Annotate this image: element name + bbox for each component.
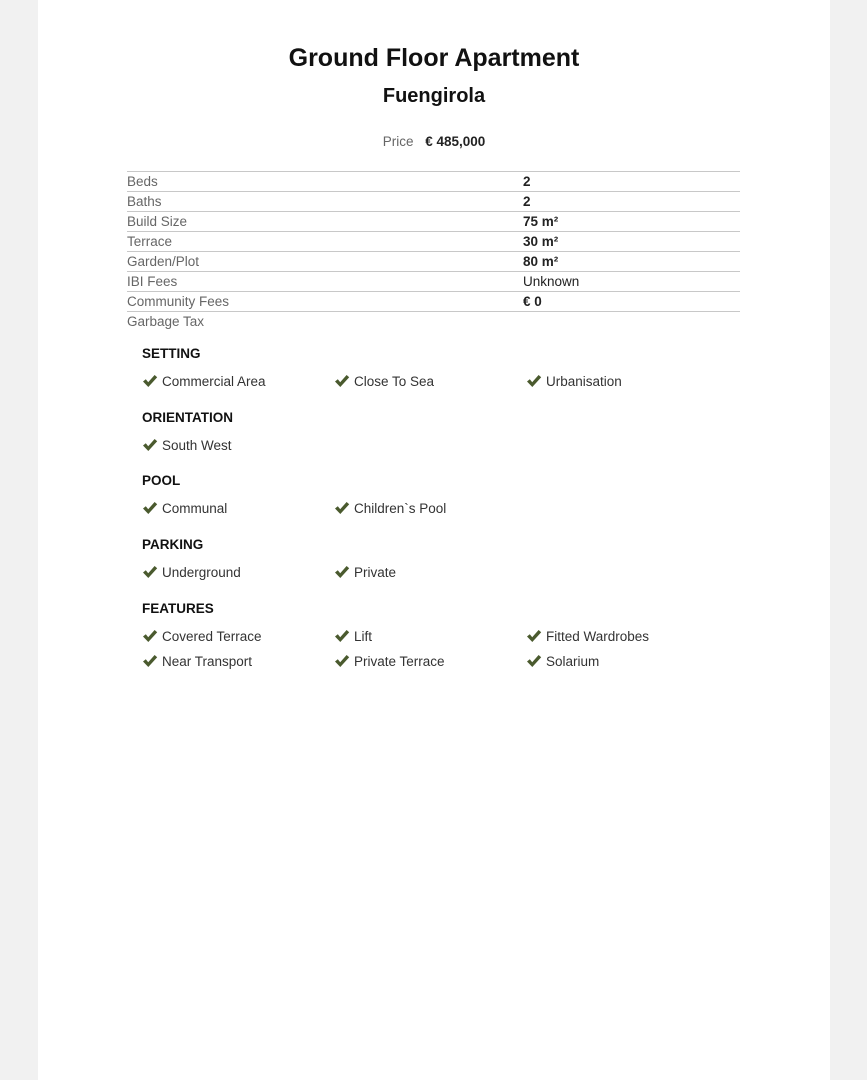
check-icon [142, 501, 158, 515]
check-icon [142, 438, 158, 452]
feature-label: Urbanisation [546, 374, 622, 389]
check-icon [334, 629, 350, 643]
section-title-parking: PARKING [142, 537, 204, 552]
check-icon [526, 629, 542, 643]
feature-item [334, 628, 372, 646]
spec-row-garbage-tax [127, 312, 740, 331]
spec-label: Garden/Plot [127, 254, 200, 269]
check-icon [526, 654, 542, 668]
feature-item [142, 653, 252, 671]
feature-item [334, 500, 446, 518]
feature-label: Private Terrace [354, 654, 445, 669]
spec-row-ibi-fees [127, 272, 740, 292]
property-location: Fuengirola [382, 85, 486, 107]
spec-row-beds [127, 172, 740, 192]
feature-item [526, 653, 599, 671]
feature-label: Commercial Area [162, 374, 266, 389]
spec-value: € 0 [523, 294, 542, 309]
spec-row-build-size [127, 212, 740, 232]
check-icon [142, 374, 158, 388]
feature-label: Near Transport [162, 654, 253, 669]
feature-label: Underground [162, 565, 241, 580]
feature-item [142, 564, 241, 582]
feature-item [142, 373, 266, 391]
document-page [38, 0, 830, 1080]
spec-value: 80 m² [523, 254, 559, 269]
feature-label: Communal [162, 501, 228, 516]
feature-label: Private [354, 565, 397, 580]
feature-item [142, 437, 232, 455]
spec-value: 2 [523, 174, 531, 189]
feature-item [334, 564, 396, 582]
check-icon [142, 654, 158, 668]
spec-value: Unknown [523, 274, 580, 289]
check-icon [334, 565, 350, 579]
spec-label: Baths [127, 194, 162, 209]
price-label: Price [382, 134, 414, 149]
spec-label: IBI Fees [127, 274, 178, 289]
feature-label: Children`s Pool [354, 501, 447, 516]
feature-item [142, 628, 262, 646]
spec-label: Terrace [127, 234, 173, 249]
spec-row-garden-plot [127, 252, 740, 272]
feature-item [334, 373, 434, 391]
check-icon [334, 501, 350, 515]
spec-value: 75 m² [523, 214, 559, 229]
feature-label: Covered Terrace [162, 629, 262, 644]
price-line [38, 133, 830, 151]
section-title-setting: SETTING [142, 346, 201, 361]
feature-label: Solarium [546, 654, 600, 669]
spec-label: Community Fees [127, 294, 230, 309]
feature-label: Close To Sea [354, 374, 435, 389]
spec-label: Build Size [127, 214, 188, 229]
feature-label: South West [162, 438, 232, 453]
check-icon [142, 565, 158, 579]
property-title: Ground Floor Apartment [288, 44, 580, 72]
check-icon [334, 374, 350, 388]
spec-value: 30 m² [523, 234, 559, 249]
feature-label: Lift [354, 629, 373, 644]
feature-item [142, 500, 227, 518]
spec-value: 2 [523, 194, 531, 209]
feature-label: Fitted Wardrobes [546, 629, 650, 644]
specs-table [127, 171, 740, 331]
feature-item [526, 373, 622, 391]
section-title-orientation: ORIENTATION [142, 410, 233, 425]
check-icon [334, 654, 350, 668]
price-value: € 485,000 [425, 134, 486, 149]
check-icon [526, 374, 542, 388]
feature-item [334, 653, 445, 671]
spec-row-baths [127, 192, 740, 212]
feature-item [526, 628, 649, 646]
section-title-features: FEATURES [142, 601, 214, 616]
section-title-pool: POOL [142, 473, 181, 488]
spec-row-community-fees [127, 292, 740, 312]
spec-row-terrace [127, 232, 740, 252]
spec-label: Beds [127, 174, 158, 189]
check-icon [142, 629, 158, 643]
spec-label: Garbage Tax [127, 314, 205, 329]
